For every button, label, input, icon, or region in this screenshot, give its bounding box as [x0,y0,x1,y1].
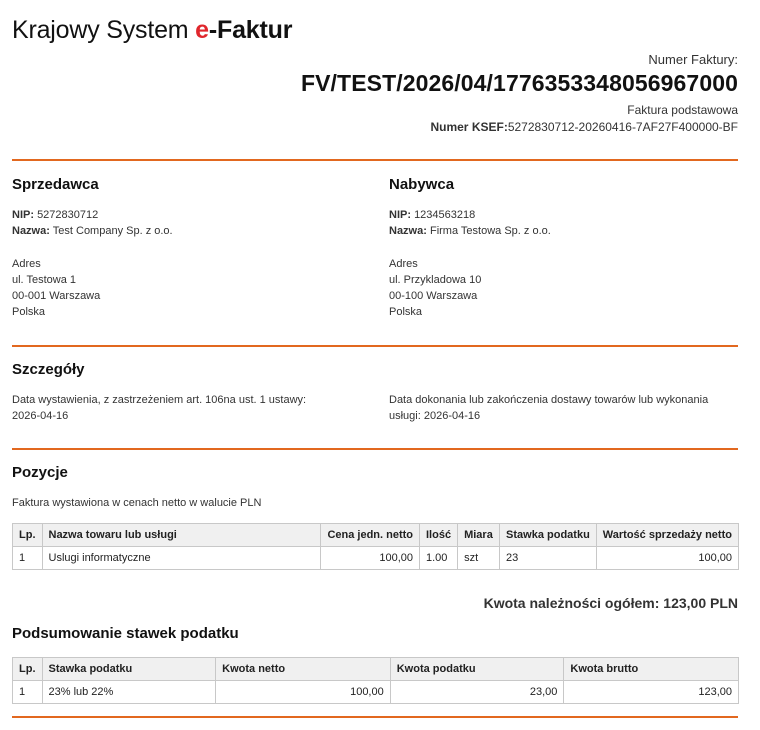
ksef-number: 5272830712-20260416-7AF27F400000-BF [507,120,738,134]
seller-address-line2: 00-001 Warszawa [12,290,101,302]
cell-item-name: Uslugi informatyczne [42,547,321,570]
col-lp: Lp. [13,658,43,681]
tax-summary-title: Podsumowanie stawek podatku [12,625,239,642]
buyer-nip [389,207,739,223]
col-net-amount: Kwota netto [216,658,391,681]
buyer-nip-value: 1234563218 [414,209,476,221]
invoice-number: FV/TEST/2026/04/1776353348056967000 [300,70,738,96]
tax-summary-table [12,657,739,704]
positions-note: Faktura wystawiona w cenach netto w walucie PLN [12,497,262,509]
cell-gross-amount: 123,00 [564,681,739,704]
seller-block [12,207,372,320]
total-due-value: 123,00 PLN [663,595,738,611]
positions-title: Pozycje [12,464,68,481]
cell-lp: 1 [13,681,43,704]
invoice-number-label: Numer Faktury: [648,52,738,67]
system-title [12,16,292,45]
buyer-address-line1: ul. Przykladowa 10 [389,274,482,286]
buyer-nip-label: NIP: [389,209,411,221]
seller-name-label: Nazwa: [12,225,50,237]
col-lp: Lp. [13,524,43,547]
issue-date-block [12,392,372,424]
cell-lp: 1 [13,547,43,570]
delivery-date-value: 2026-04-16 [423,410,481,422]
col-gross-amount: Kwota brutto [564,658,739,681]
cell-quantity: 1.00 [420,547,458,570]
col-unit: Miara [458,524,500,547]
delivery-date-block [389,392,749,424]
buyer-address-label: Adres [389,258,418,270]
table-row [13,681,739,704]
col-unit-price: Cena jedn. netto [321,524,420,547]
seller-nip-label: NIP: [12,209,34,221]
col-item-name: Nazwa towaru lub usługi [42,524,321,547]
positions-table [12,523,739,570]
seller-address-line1: ul. Testowa 1 [12,274,77,286]
brand-e: e [195,16,209,44]
cell-tax-rate: 23% lub 22% [42,681,216,704]
divider [12,345,738,347]
buyer-block [389,207,739,320]
col-tax-rate: Stawka podatku [42,658,216,681]
col-tax-amount: Kwota podatku [390,658,564,681]
issue-date-value: 2026-04-16 [12,410,69,422]
divider [12,448,738,450]
seller-name [12,223,372,239]
seller-name-value: Test Company Sp. z o.o. [52,225,173,237]
tax-summary-header-row [13,658,739,681]
invoice-type: Faktura podstawowa [627,103,738,117]
buyer-country: Polska [389,306,423,318]
cell-net-amount: 100,00 [216,681,391,704]
positions-header-row [13,524,739,547]
seller-country: Polska [12,306,46,318]
cell-unit-price: 100,00 [321,547,420,570]
seller-nip-value: 5272830712 [37,209,99,221]
buyer-name [389,223,739,239]
buyer-title: Nabywca [389,176,455,193]
brand-prefix: Krajowy System [12,16,196,44]
brand-suffix: -Faktur [208,16,293,44]
col-net-value: Wartość sprzedaży netto [596,524,738,547]
divider [12,716,738,718]
seller-nip [12,207,372,223]
issue-date-label: Data wystawienia, z zastrzeżeniem art. 106na ust. 1 ustawy: [12,394,307,406]
cell-net-value: 100,00 [596,547,738,570]
cell-tax-amount: 23,00 [390,681,564,704]
buyer-name-value: Firma Testowa Sp. z o.o. [429,225,551,237]
col-quantity: Ilość [420,524,458,547]
details-title: Szczegóły [12,361,85,378]
cell-tax-rate: 23 [500,547,597,570]
ksef-number-line [301,120,738,134]
total-due-label: Kwota należności ogółem: [483,595,660,611]
total-due [484,595,738,611]
table-row [13,547,739,570]
ksef-label: Numer KSEF: [430,120,508,134]
buyer-name-label: Nazwa: [389,225,427,237]
delivery-date-label: Data dokonania lub zakończenia dostawy towarów lub wykonania [389,394,709,406]
cell-unit: szt [458,547,500,570]
seller-title: Sprzedawca [12,176,99,193]
invoice-header [301,52,738,134]
delivery-date-label-end: usługi: [389,410,421,422]
divider [12,159,738,161]
col-tax-rate: Stawka podatku [500,524,597,547]
buyer-address-line2: 00-100 Warszawa [389,290,478,302]
delivery-date-line [389,408,749,424]
seller-address-label: Adres [12,258,41,270]
